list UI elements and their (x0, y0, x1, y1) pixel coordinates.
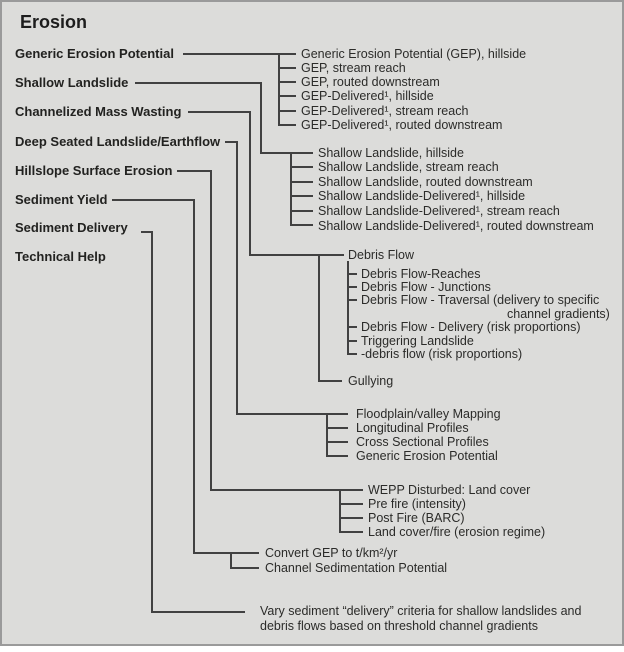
shallow-tick (290, 166, 313, 168)
menu-item-shallow-landslide: Shallow Landslide (15, 75, 129, 90)
deep-seated-trunk-line (326, 413, 328, 457)
tree-item: Longitudinal Profiles (356, 421, 469, 435)
sediment-yield-elbow-line (193, 552, 259, 554)
gep-tick (278, 81, 296, 83)
deep-seated-tick (326, 441, 348, 443)
debris-flow-tick (347, 326, 357, 328)
page-title: Erosion (20, 12, 88, 32)
shallow-branch-line (135, 82, 262, 84)
tree-item: debris flows based on threshold channel gradients (260, 619, 538, 633)
sediment-delivery-elbow-line (151, 231, 153, 613)
hillslope-tick (339, 503, 363, 505)
tree-item: Debris Flow - Delivery (risk proportions) (361, 320, 581, 334)
tree-item: Shallow Landslide, routed downstream (318, 175, 533, 189)
menu-item-technical-help: Technical Help (15, 249, 106, 264)
shallow-tick (290, 224, 313, 226)
shallow-tick (290, 181, 313, 183)
tree-item: Shallow Landslide, hillside (318, 146, 464, 160)
tree-item: Shallow Landslide-Delivered¹, hillside (318, 189, 526, 203)
debris-flow-tick (347, 286, 357, 288)
shallow-tick (290, 210, 313, 212)
channelized-elbow-line (249, 111, 251, 256)
gep-tick (278, 67, 296, 69)
tree-item: GEP-Delivered¹, stream reach (301, 104, 469, 118)
tree-item: Channel Sedimentation Potential (265, 561, 448, 575)
gep-trunk-line (278, 53, 280, 126)
tree-item: Shallow Landslide, stream reach (318, 160, 499, 174)
hillslope-trunk-line (339, 489, 341, 533)
hillslope-tick (339, 531, 363, 533)
tree-item: -debris flow (risk proportions) (361, 347, 523, 361)
tree-item: Land cover/fire (erosion regime) (368, 525, 546, 539)
tree-item: Shallow Landslide-Delivered¹, routed downstream (318, 219, 594, 233)
tree-item: Debris Flow-Reaches (361, 267, 481, 281)
menu-item-deep-seated-landslide: Deep Seated Landslide/Earthflow (15, 134, 221, 149)
tree-item: WEPP Disturbed: Land cover (368, 483, 531, 497)
menu-item-hillslope-surface-erosion: Hillslope Surface Erosion (15, 163, 173, 178)
sediment-yield-elbow-line (193, 199, 195, 554)
tree-item: Cross Sectional Profiles (356, 435, 489, 449)
tree-item: Debris Flow - Traversal (delivery to specific (361, 293, 600, 307)
shallow-trunk-line (290, 152, 292, 226)
gep-tick (278, 53, 296, 55)
debris-flow-trunk-line (318, 254, 320, 382)
tree-item: GEP-Delivered¹, routed downstream (301, 118, 503, 132)
tree-item: Post Fire (BARC) (368, 511, 465, 525)
debris-flow-tick (347, 353, 357, 355)
tree-item: Generic Erosion Potential (356, 449, 498, 463)
tree-item: Gullying (348, 374, 394, 388)
shallow-tick (290, 195, 313, 197)
tree-item: GEP-Delivered¹, hillside (301, 89, 434, 103)
gullying-tick (318, 380, 342, 382)
tree-item: Generic Erosion Potential (GEP), hillside (301, 47, 527, 61)
tree-item: Debris Flow (348, 248, 414, 262)
gep-tick (278, 95, 296, 97)
debris-flow-tick (347, 299, 357, 301)
shallow-elbow-line (260, 152, 313, 154)
debris-flow-tick (347, 340, 357, 342)
channelized-branch-line (188, 111, 250, 113)
tree-item: Shallow Landslide-Delivered¹, stream reach (318, 204, 560, 218)
sediment-delivery-elbow-line (151, 611, 245, 613)
tree-item: Triggering Landslide (361, 334, 474, 348)
tree-item: GEP, stream reach (301, 61, 406, 75)
gep-branch-line (183, 53, 279, 55)
menu-item-sediment-delivery: Sediment Delivery (15, 220, 128, 235)
deep-seated-tick (326, 455, 348, 457)
gep-tick (278, 124, 296, 126)
hillslope-branch-line (177, 170, 211, 172)
tree-item: Debris Flow - Junctions (361, 280, 491, 294)
shallow-elbow-line (260, 82, 262, 154)
debris-flow-tick (347, 273, 357, 275)
channelized-elbow-line (249, 254, 344, 256)
menu-item-sediment-yield: Sediment Yield (15, 192, 108, 207)
tree-item: Floodplain/valley Mapping (356, 407, 501, 421)
deep-seated-elbow-line (236, 141, 238, 415)
tree-item-wrap: channel gradients) (507, 307, 610, 321)
menu-item-channelized-mass-wasting: Channelized Mass Wasting (15, 104, 182, 119)
deep-seated-tick (326, 427, 348, 429)
tree-item: Pre fire (intensity) (368, 497, 466, 511)
hillslope-tick (339, 517, 363, 519)
hillslope-elbow-line (210, 170, 212, 491)
tree-item: GEP, routed downstream (301, 75, 440, 89)
menu-item-generic-erosion-potential: Generic Erosion Potential (15, 46, 174, 61)
tree-item: Convert GEP to t/km²/yr (265, 546, 398, 560)
sediment-yield-tick (230, 567, 259, 569)
sediment-yield-branch-line (112, 199, 194, 201)
deep-seated-elbow-line (236, 413, 348, 415)
gep-tick (278, 110, 296, 112)
tree-item: Vary sediment “delivery” criteria for shallow landslides and (260, 604, 582, 618)
